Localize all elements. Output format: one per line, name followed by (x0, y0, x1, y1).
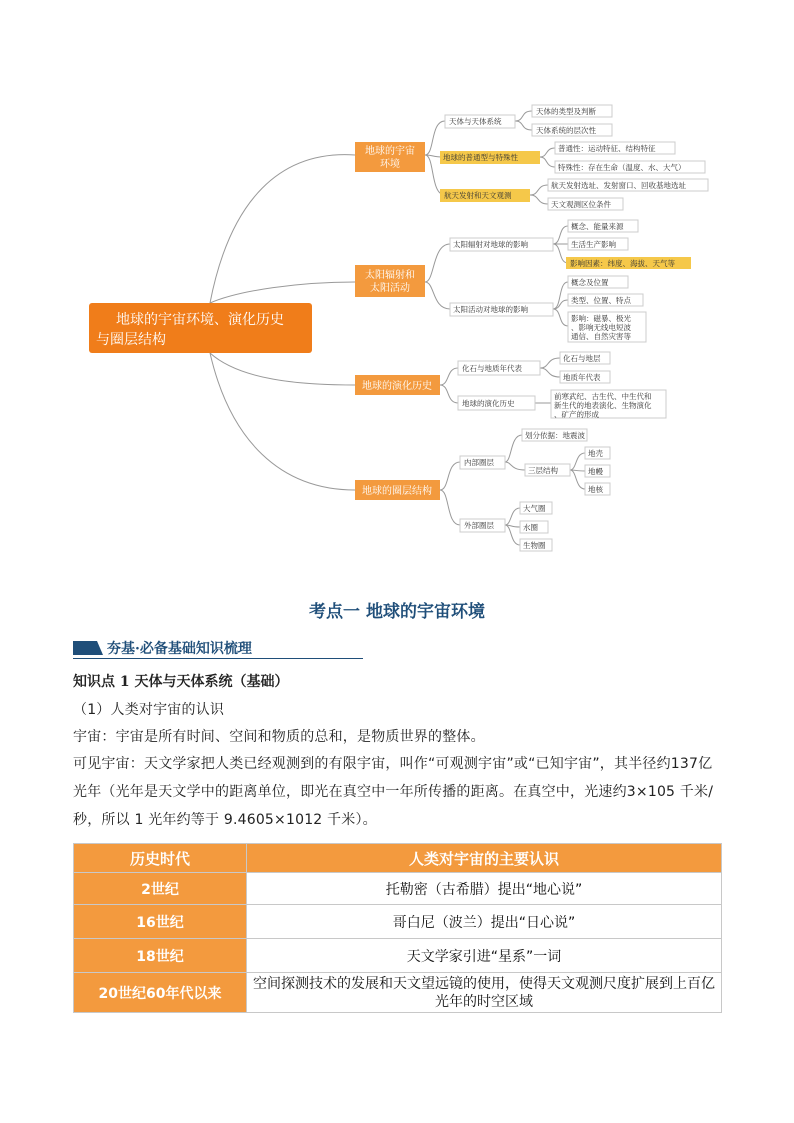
node-atmosphere: 大气圈 (523, 504, 546, 513)
node-inner-basis: 划分依据：地震波 (525, 431, 585, 440)
node-core: 地核 (588, 485, 603, 494)
node-fossil-strata: 化石与地层 (563, 354, 601, 363)
content-cell: 天文学家引进“星系”一词 (247, 939, 722, 973)
paragraph-observable-2: 光年（光年是天文学中的距离单位，即光在真空中一年所传播的距离。在真空中，光速约3×105 千米/ (73, 784, 714, 800)
content-cell: 哥白尼（波兰）提出“日心说” (247, 905, 722, 939)
knowledge-point-heading: 知识点 1 天体与天体系统（基础） (73, 674, 289, 690)
node-launch: 航天发射和天文观测 (444, 191, 512, 200)
node-celestial-types: 天体的类型及判断 (536, 107, 596, 116)
mindmap-root-line2: 与圈层结构 (96, 332, 166, 348)
era-cell: 20世纪60年代以来 (74, 973, 247, 1013)
banner-text: 夯基·必备基础知识梳理 (107, 641, 252, 657)
node-speciality: 特殊性：存在生命（温度、水、大气） (558, 163, 686, 172)
node-evolution-history: 地球的演化历史 (462, 399, 515, 408)
branch-cosmic-line2: 环境 (380, 159, 400, 170)
table-row (74, 873, 722, 905)
node-sr-concept: 概念、能量来源 (571, 222, 624, 231)
node-fossil: 化石与地质年代表 (462, 364, 522, 373)
table-row (74, 905, 722, 939)
node-mantle: 地幔 (588, 467, 603, 476)
branch-sun-line2: 太阳活动 (370, 283, 410, 294)
node-observatory: 天文观测区位条件 (551, 200, 611, 209)
node-outer: 外部圈层 (464, 521, 494, 530)
branch-sun-line1: 太阳辐射和 (365, 270, 415, 281)
paragraph-universe: 宇宙：宇宙是所有时间、空间和物质的总和，是物质世界的整体。 (73, 729, 485, 745)
history-table (73, 843, 722, 1013)
section-banner (73, 637, 363, 659)
era-cell: 18世纪 (74, 939, 247, 973)
content-cell: 空间探测技术的发展和天文望远镜的使用，使得天文观测尺度扩展到上百亿光年的时空区域 (247, 973, 722, 1013)
table-header-row (74, 844, 722, 873)
node-sa-effects-1: 影响：磁暴、极光 (571, 314, 631, 323)
node-eras-2: 新生代的地表演化、生物演化 (554, 401, 652, 410)
node-inner: 内部圈层 (464, 458, 494, 467)
header-understanding: 人类对宇宙的主要认识 (247, 844, 722, 873)
branch-evolution: 地球的演化历史 (362, 381, 432, 392)
node-solar-activity: 太阳活动对地球的影响 (453, 305, 528, 314)
paragraph-observable-3: 秒，所以 1 光年约等于 9.4605×1012 千米）。 (73, 812, 377, 828)
branch-spheres: 地球的圈层结构 (362, 486, 432, 497)
node-celestial-levels: 天体系统的层次性 (536, 126, 596, 135)
paragraph-observable-1: 可见宇宙：天文学家把人类已经观测到的有限宇宙，叫作“可观测宇宙”或“已知宇宙”，其半径约137亿 (73, 756, 713, 772)
node-eras-1: 前寒武纪、古生代、中生代和 (554, 392, 652, 401)
node-biosphere: 生物圈 (523, 541, 546, 550)
banner-underline (73, 658, 363, 659)
era-cell: 16世纪 (74, 905, 247, 939)
node-sa-effects-2: 、影响无线电短波 (571, 323, 631, 332)
node-normality: 普通性：运动特征、结构特征 (558, 144, 656, 153)
node-geo-timescale: 地质年代表 (563, 373, 601, 382)
node-earth-normal-special: 地球的普通型与特殊性 (443, 153, 518, 162)
node-celestial: 天体与天体系统 (449, 117, 502, 126)
header-era: 历史时代 (74, 844, 247, 873)
node-hydrosphere: 水圈 (523, 523, 538, 532)
node-sa-concept: 概念及位置 (571, 278, 609, 287)
node-sa-effects-3: 通信、自然灾害等 (571, 332, 631, 341)
branch-cosmic-line1: 地球的宇宙 (365, 146, 415, 157)
table-row (74, 973, 722, 1013)
node-solar-radiation: 太阳辐射对地球的影响 (453, 240, 528, 249)
node-sr-factors: 影响因素：纬度、海拔、天气等 (570, 259, 675, 268)
node-three-layers: 三层结构 (528, 466, 558, 475)
banner-bar (73, 641, 103, 655)
section-title: 考点一 地球的宇宙环境 (309, 602, 485, 622)
era-cell: 2世纪 (74, 873, 247, 905)
table-row (74, 939, 722, 973)
node-launch-site: 航天发射选址、发射窗口、回收基地选址 (551, 181, 686, 190)
content-cell: 托勒密（古希腊）提出“地心说” (247, 873, 722, 905)
node-sr-life: 生活生产影响 (571, 240, 616, 249)
node-crust: 地壳 (588, 449, 603, 458)
node-eras-3: 、矿产的形成 (554, 410, 599, 419)
mindmap-root-line1: 地球的宇宙环境、演化历史 (116, 312, 284, 328)
sub-heading: （1）人类对宇宙的认识 (73, 702, 225, 718)
mind-map (0, 0, 794, 560)
node-sa-types: 类型、位置、特点 (571, 296, 631, 305)
